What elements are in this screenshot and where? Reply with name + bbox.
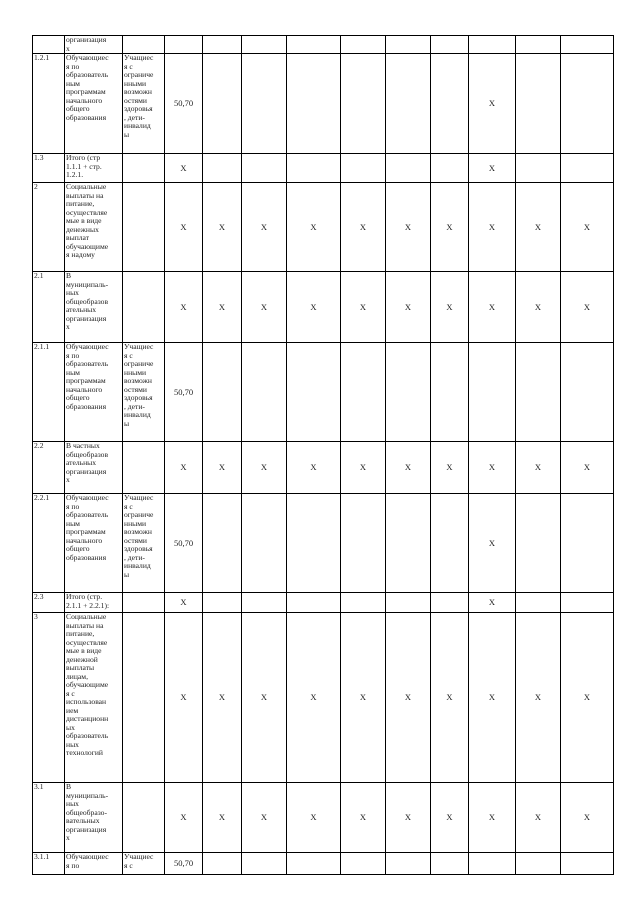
cell-col-9: X (386, 783, 431, 853)
cell-col-9 (386, 853, 431, 875)
cell-col-5: X (203, 183, 242, 272)
table-row (33, 494, 614, 593)
table-row (33, 36, 614, 54)
cell-col-5 (203, 494, 242, 593)
cell-col-9 (386, 36, 431, 54)
cell-col-10 (431, 494, 469, 593)
cell-col-7: X (287, 613, 341, 783)
cell-col-6 (242, 494, 287, 593)
cell-recipient-group (123, 183, 165, 272)
cell-amount: X (165, 442, 203, 494)
table-row (33, 183, 614, 272)
cell-col-8: X (341, 272, 386, 343)
cell-col-11: X (469, 272, 516, 343)
cell-col-8: X (341, 442, 386, 494)
cell-category-text: организация х (65, 36, 123, 54)
cell-row-number: 2.2.1 (33, 494, 65, 593)
cell-col-6: X (242, 272, 287, 343)
cell-col-5: X (203, 613, 242, 783)
table-body (33, 36, 614, 875)
cell-col-13: X (561, 272, 614, 343)
cell-col-13 (561, 154, 614, 183)
cell-col-6 (242, 343, 287, 442)
cell-amount: X (165, 183, 203, 272)
cell-col-11: X (469, 154, 516, 183)
cell-col-11 (469, 36, 516, 54)
cell-col-5: X (203, 272, 242, 343)
cell-col-5 (203, 593, 242, 613)
cell-col-9: X (386, 272, 431, 343)
cell-col-7 (287, 494, 341, 593)
cell-col-8: X (341, 183, 386, 272)
cell-recipient-group (123, 36, 165, 54)
cell-col-9: X (386, 183, 431, 272)
cell-col-10: X (431, 272, 469, 343)
cell-category-text: Обучающиес я по (65, 853, 123, 875)
cell-col-10 (431, 36, 469, 54)
cell-col-9: X (386, 613, 431, 783)
cell-col-5 (203, 36, 242, 54)
table-row (33, 154, 614, 183)
table-row (33, 442, 614, 494)
cell-col-9 (386, 343, 431, 442)
cell-col-12: X (516, 783, 561, 853)
cell-recipient-group: Учащиес я с ограниче нными возможн остями здоровья , дети- инвалид ы (123, 54, 165, 154)
cell-col-13 (561, 54, 614, 154)
cell-col-12 (516, 343, 561, 442)
cell-row-number: 2 (33, 183, 65, 272)
cell-col-8: X (341, 783, 386, 853)
table-row (33, 54, 614, 154)
cell-category-text: Обучающиес я по образователь ным программам начального общего образования (65, 343, 123, 442)
cell-category-text: Итого (стр 1.1.1 + стр. 1.2.1. (65, 154, 123, 183)
cell-col-10: X (431, 613, 469, 783)
cell-category-text: Социальные выплаты на питание, осуществляе мые в виде денежной выплаты лицам, обучающиме я с использован ием дистанционн ых образователь ных технологий (65, 613, 123, 783)
cell-category-text: Итого (стр. 2.1.1 + 2.2.1): (65, 593, 123, 613)
cell-col-12: X (516, 442, 561, 494)
cell-row-number: 2.1 (33, 272, 65, 343)
cell-col-5 (203, 154, 242, 183)
cell-row-number: 1.2.1 (33, 54, 65, 154)
cell-col-6: X (242, 442, 287, 494)
table-row (33, 272, 614, 343)
cell-col-6 (242, 853, 287, 875)
cell-col-12 (516, 853, 561, 875)
cell-col-13 (561, 36, 614, 54)
cell-row-number: 3.1.1 (33, 853, 65, 875)
cell-amount: 50,70 (165, 853, 203, 875)
cell-col-10: X (431, 442, 469, 494)
cell-col-7 (287, 853, 341, 875)
cell-col-6: X (242, 783, 287, 853)
cell-category-text: Социальные выплаты на питание, осуществляе мые в виде денежных выплат обучающиме я надому (65, 183, 123, 272)
table-row (33, 783, 614, 853)
cell-amount: X (165, 154, 203, 183)
cell-col-10 (431, 54, 469, 154)
cell-col-10 (431, 154, 469, 183)
cell-col-8: X (341, 613, 386, 783)
cell-recipient-group (123, 783, 165, 853)
cell-row-number: 3.1 (33, 783, 65, 853)
cell-col-6 (242, 36, 287, 54)
cell-col-10 (431, 593, 469, 613)
cell-col-10 (431, 853, 469, 875)
cell-category-text: Обучающиес я по образователь ным программам начального общего образования (65, 54, 123, 154)
cell-col-5 (203, 853, 242, 875)
cell-col-11: X (469, 183, 516, 272)
cell-col-10 (431, 343, 469, 442)
cell-amount: 50,70 (165, 54, 203, 154)
cell-recipient-group: Учащиес я с ограниче нными возможн остями здоровья , дети- инвалид ы (123, 343, 165, 442)
cell-recipient-group: Учащиес я с ограниче нными возможн остями здоровья , дети- инвалид ы (123, 494, 165, 593)
cell-col-9 (386, 54, 431, 154)
cell-col-8 (341, 343, 386, 442)
cell-col-6 (242, 154, 287, 183)
cell-row-number: 1.3 (33, 154, 65, 183)
cell-col-7: X (287, 183, 341, 272)
document-table (32, 35, 614, 875)
cell-col-9 (386, 593, 431, 613)
cell-col-13 (561, 343, 614, 442)
cell-col-5: X (203, 783, 242, 853)
cell-col-8 (341, 494, 386, 593)
cell-col-13: X (561, 442, 614, 494)
cell-col-7 (287, 154, 341, 183)
cell-category-text: В частных общеобразов ательных организация х (65, 442, 123, 494)
cell-col-13: X (561, 783, 614, 853)
cell-col-11: X (469, 613, 516, 783)
cell-col-7: X (287, 442, 341, 494)
cell-category-text: В муниципаль- ных общеобразов ательных организация х (65, 272, 123, 343)
cell-amount: X (165, 613, 203, 783)
cell-col-6 (242, 593, 287, 613)
cell-col-7 (287, 36, 341, 54)
cell-col-9: X (386, 442, 431, 494)
cell-col-11: X (469, 593, 516, 613)
cell-col-13: X (561, 183, 614, 272)
cell-col-12 (516, 54, 561, 154)
cell-col-7: X (287, 783, 341, 853)
cell-col-11: X (469, 783, 516, 853)
cell-amount: X (165, 272, 203, 343)
cell-col-12 (516, 36, 561, 54)
cell-col-9 (386, 154, 431, 183)
cell-col-13 (561, 494, 614, 593)
cell-col-6: X (242, 613, 287, 783)
cell-col-8 (341, 36, 386, 54)
cell-col-8 (341, 54, 386, 154)
cell-col-8 (341, 853, 386, 875)
cell-row-number: 2.2 (33, 442, 65, 494)
cell-col-7 (287, 54, 341, 154)
cell-col-8 (341, 593, 386, 613)
cell-col-7 (287, 593, 341, 613)
cell-col-7 (287, 343, 341, 442)
cell-col-11: X (469, 442, 516, 494)
cell-col-13: X (561, 613, 614, 783)
table-row (33, 613, 614, 783)
cell-amount: 50,70 (165, 494, 203, 593)
cell-col-10: X (431, 783, 469, 853)
cell-recipient-group (123, 442, 165, 494)
cell-recipient-group (123, 613, 165, 783)
cell-amount: 50,70 (165, 343, 203, 442)
cell-col-12 (516, 154, 561, 183)
cell-col-10: X (431, 183, 469, 272)
cell-col-11: X (469, 54, 516, 154)
cell-col-5: X (203, 442, 242, 494)
cell-col-7: X (287, 272, 341, 343)
cell-amount: X (165, 593, 203, 613)
cell-col-8 (341, 154, 386, 183)
cell-col-13 (561, 593, 614, 613)
cell-col-11: X (469, 494, 516, 593)
cell-col-6: X (242, 183, 287, 272)
cell-col-11 (469, 853, 516, 875)
cell-col-12: X (516, 183, 561, 272)
cell-recipient-group (123, 272, 165, 343)
cell-row-number: 2.1.1 (33, 343, 65, 442)
cell-row-number: 3 (33, 613, 65, 783)
cell-row-number: 2.3 (33, 593, 65, 613)
cell-category-text: Обучающиес я по образователь ным программам начального общего образования (65, 494, 123, 593)
cell-col-9 (386, 494, 431, 593)
cell-col-12: X (516, 613, 561, 783)
table-row (33, 343, 614, 442)
cell-col-5 (203, 343, 242, 442)
cell-row-number (33, 36, 65, 54)
cell-amount (165, 36, 203, 54)
cell-category-text: В муниципаль- ных общеобразо- вательных организация х (65, 783, 123, 853)
cell-col-12: X (516, 272, 561, 343)
cell-col-5 (203, 54, 242, 154)
table-row (33, 593, 614, 613)
cell-recipient-group: Учащиес я с (123, 853, 165, 875)
cell-col-13 (561, 853, 614, 875)
cell-col-11 (469, 343, 516, 442)
cell-amount: X (165, 783, 203, 853)
cell-col-12 (516, 593, 561, 613)
cell-col-6 (242, 54, 287, 154)
cell-col-12 (516, 494, 561, 593)
table-row (33, 853, 614, 875)
cell-recipient-group (123, 154, 165, 183)
cell-recipient-group (123, 593, 165, 613)
